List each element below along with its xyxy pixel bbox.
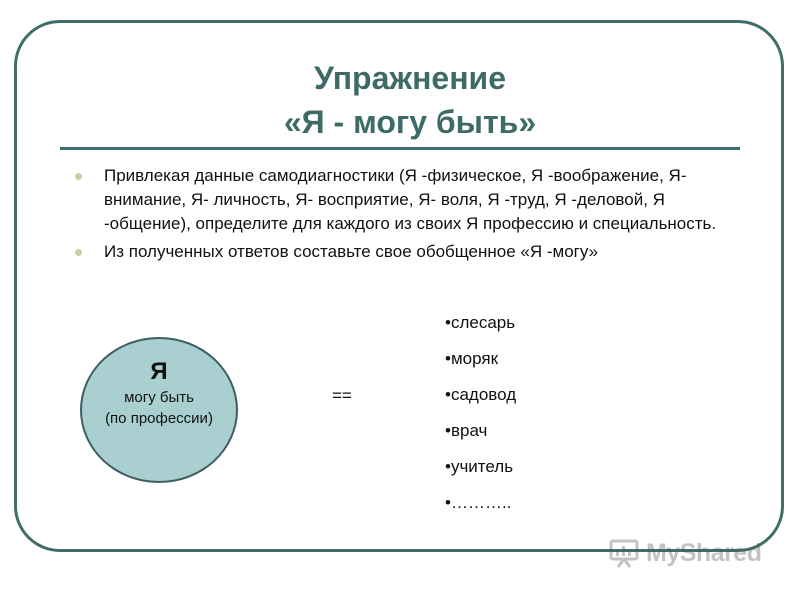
title-line-1: Упражнение <box>314 60 506 96</box>
bullet-dot-icon <box>75 173 82 180</box>
profession-item: •слесарь <box>445 313 516 332</box>
bullet-dot-icon <box>75 249 82 256</box>
slide-title <box>150 56 670 144</box>
ya-circle <box>80 337 238 483</box>
title-divider <box>60 147 740 150</box>
profession-item: •……….. <box>445 493 512 512</box>
instruction-text: Из полученных ответов составьте свое обобщенное «Я -могу» <box>104 242 599 261</box>
instruction-item <box>70 164 730 236</box>
watermark <box>608 536 761 570</box>
equals-sign: == <box>332 386 352 405</box>
profession-list <box>445 311 516 527</box>
circle-line-1: могу быть <box>124 389 194 406</box>
instruction-text: Привлекая данные самодиагностики (Я -физическое, Я -воображение, Я- внимание, Я- личность, Я- восприятие, Я- воля, Я -труд, Я -деловой, Я -общение), определите для каждого из своих Я профессию и специальность. <box>104 166 717 233</box>
circle-heading: Я <box>150 358 168 385</box>
circle-line-2: (по профессии) <box>105 410 213 427</box>
instruction-item <box>70 240 730 264</box>
profession-item: •моряк <box>445 349 499 368</box>
profession-item: •врач <box>445 421 488 440</box>
title-line-2: «Я - могу быть» <box>283 104 537 140</box>
profession-item: •учитель <box>445 457 514 476</box>
watermark-text: MyShared <box>646 538 762 567</box>
presentation-board-icon <box>608 537 640 569</box>
instruction-list <box>70 164 730 268</box>
profession-item: •садовод <box>445 385 517 404</box>
